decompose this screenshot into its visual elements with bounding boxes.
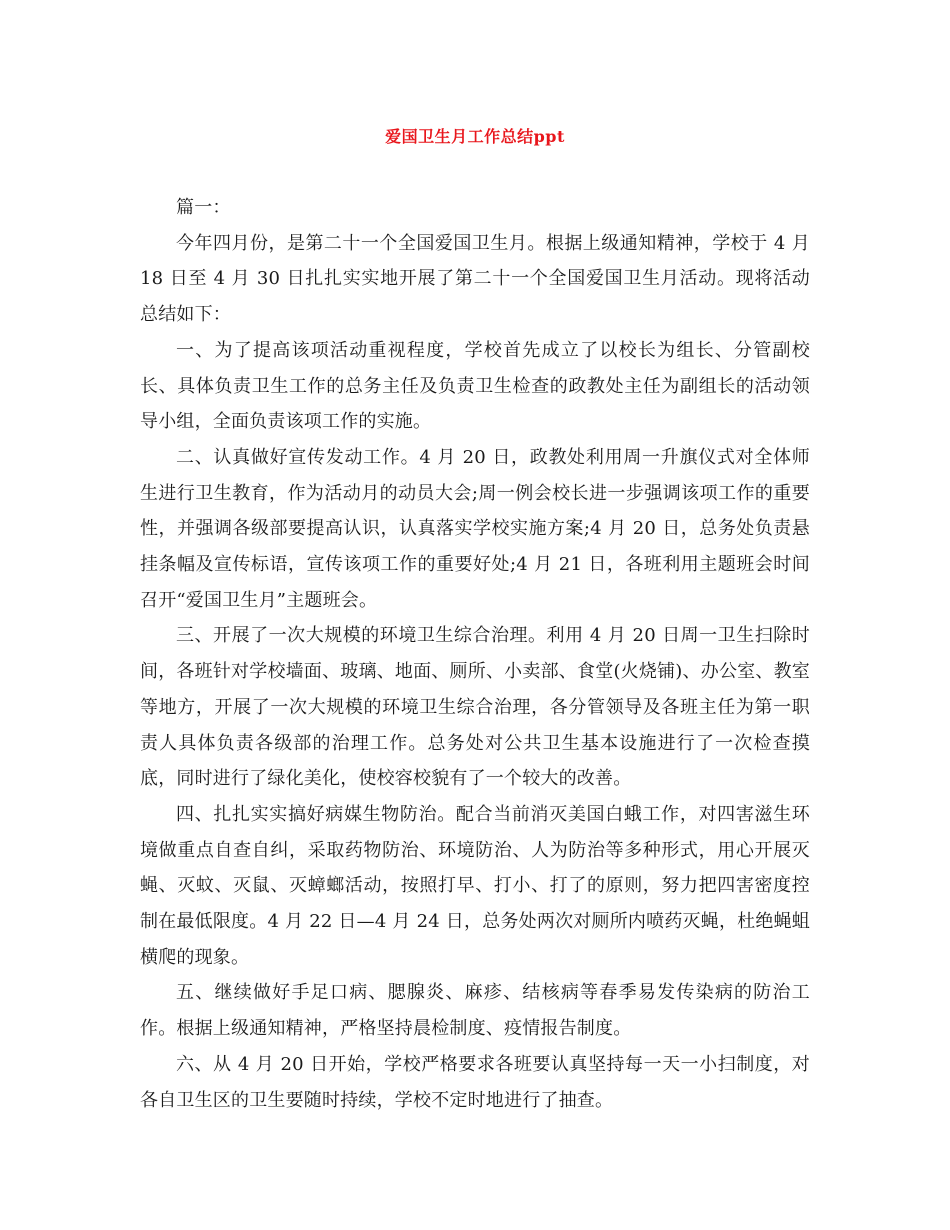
document-title: 爱国卫生月工作总结ppt	[385, 127, 565, 146]
paragraph-item-4: 四、扎扎实实搞好病媒生物防治。配合当前消灭美国白蛾工作，对四害滋生环境做重点自查自纠，采取药物防治、环境防治、人为防治等多种形式，用心开展灭蝇、灭蚊、灭鼠、灭蟑螂活动，按照打早、打小、打了的原则，努力把四害密度控制在最低限度。4 月 22 日—4 月 24 日，总务处两次对厕所内喷药灭蝇，杜绝蝇蛆横爬的现象。	[140, 803, 810, 968]
document-body	[140, 190, 810, 1118]
paragraph-item-5: 五、继续做好手足口病、腮腺炎、麻疹、结核病等春季易发传染病的防治工作。根据上级通知精神，严格坚持晨检制度、疫情报告制度。	[140, 982, 810, 1040]
section-label: 篇一：	[176, 197, 231, 218]
paragraph-item-3: 三、开展了一次大规模的环境卫生综合治理。利用 4 月 20 日周一卫生扫除时间，各班针对学校墙面、玻璃、地面、厕所、小卖部、食堂(火烧铺)、办公室、教室等地方，开展了一次大规模的环境卫生综合治理，各分管领导及各班主任为第一职责人具体负责各级部的治理工作。总务处对公共卫生基本设施进行了一次检查摸底，同时进行了绿化美化，使校容校貌有了一个较大的改善。	[140, 625, 810, 790]
intro-paragraph: 今年四月份，是第二十一个全国爱国卫生月。根据上级通知精神，学校于 4 月 18 日至 4 月 30 日扎扎实实地开展了第二十一个全国爱国卫生月活动。现将活动总结如下：	[140, 232, 810, 326]
paragraph-item-6: 六、从 4 月 20 日开始，学校严格要求各班要认真坚持每一天一小扫制度，对各自卫生区的卫生要随时持续，学校不定时地进行了抽查。	[140, 1053, 810, 1111]
paragraph-item-1: 一、为了提高该项活动重视程度，学校首先成立了以校长为组长、分管副校长、具体负责卫生工作的总务主任及负责卫生检查的政教处主任为副组长的活动领导小组，全面负责该项工作的实施。	[140, 339, 810, 433]
paragraph-item-2: 二、认真做好宣传发动工作。4 月 20 日，政教处利用周一升旗仪式对全体师生进行卫生教育，作为活动月的动员大会;周一例会校长进一步强调该项工作的重要性，并强调各级部要提高认识，认真落实学校实施方案;4 月 20 日，总务处负责悬挂条幅及宣传标语，宣传该项工作的重要好处;4 月 21 日，各班利用主题班会时间召开“爱国卫生月”主题班会。	[140, 446, 810, 611]
